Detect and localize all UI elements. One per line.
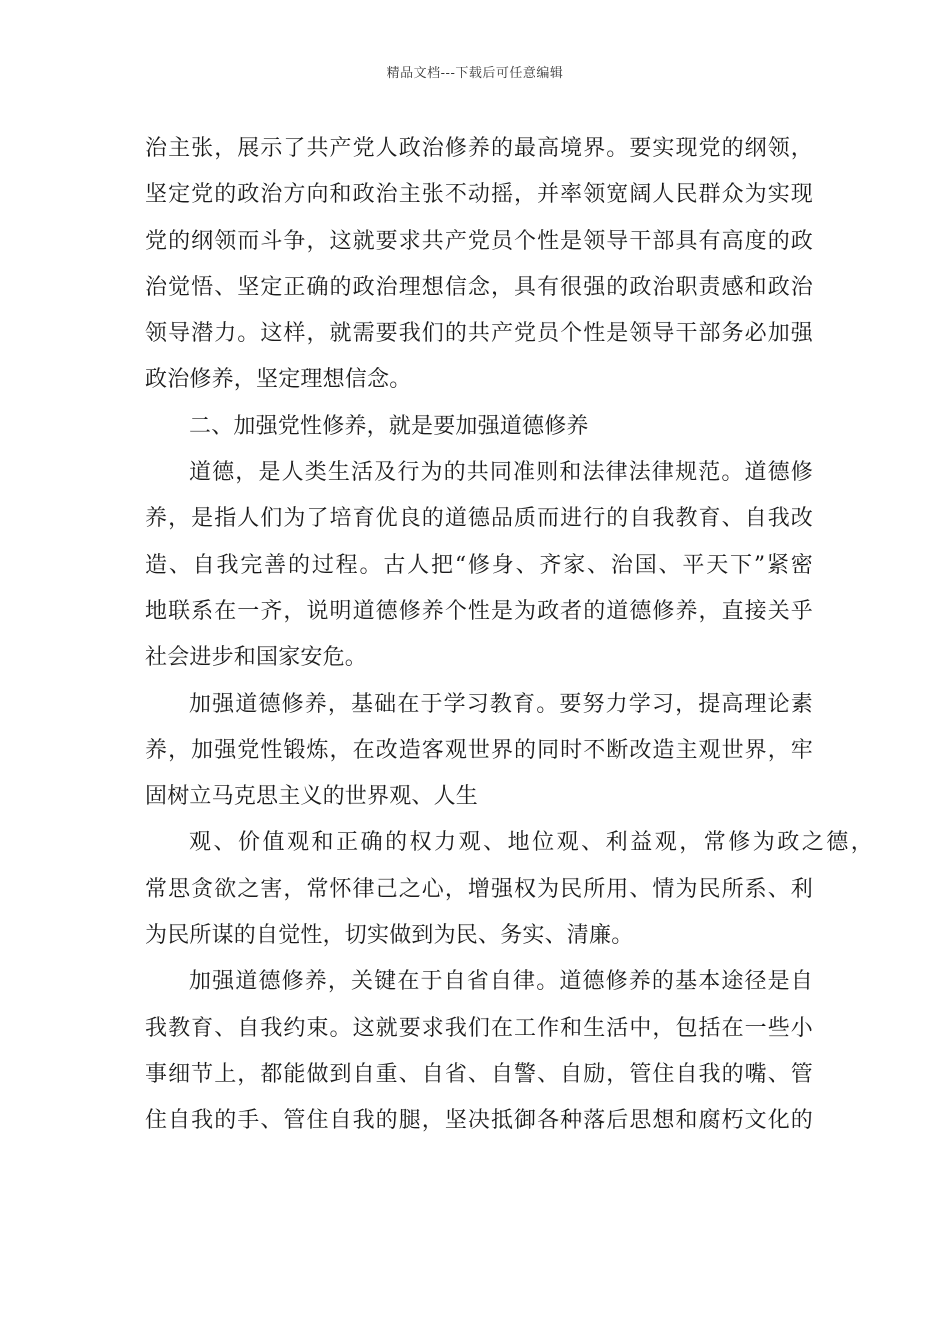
text-line: 加强道德修养，关键在于自省自律。道德修养的基本途径是自	[189, 969, 813, 995]
paragraph-2	[145, 450, 813, 681]
text-line: 住自我的手、管住自我的腿，坚决抵御各种落后思想和腐朽文化的	[145, 1108, 813, 1134]
text-line: 地联系在一齐，说明道德修养个性是为政者的道德修养，直接关乎	[145, 598, 813, 624]
text-line: 坚定党的政治方向和政治主张不动摇，并率领宽阔人民群众为实现	[145, 182, 813, 208]
section-heading	[145, 404, 813, 450]
text-line: 治觉悟、坚定正确的政治理想信念，具有很强的政治职责感和政治	[145, 274, 813, 300]
text-line: 社会进步和国家安危。	[145, 645, 368, 671]
text-line: 固树立马克思主义的世界观、人生	[145, 784, 479, 810]
page-header: 精品文档---下载后可任意编辑	[386, 66, 564, 81]
text-line: 养，是指人们为了培育优良的道德品质而进行的自我教育、自我改	[145, 506, 813, 532]
paragraph-1	[145, 126, 813, 404]
text-line: 观、价值观和正确的权力观、地位观、利益观，常修为政之德，	[189, 830, 873, 856]
paragraph-4	[145, 820, 873, 959]
text-line: 为民所谋的自觉性，切实做到为民、务实、清廉。	[145, 923, 634, 949]
text-line: 道德，是人类生活及行为的共同准则和法律法律规范。道德修	[189, 460, 813, 486]
paragraph-3	[145, 682, 813, 821]
text-line: 政治修养，坚定理想信念。	[145, 367, 412, 393]
text-line: 加强道德修养，基础在于学习教育。要努力学习，提高理论素	[189, 691, 813, 717]
text-line: 党的纲领而斗争，这就要求共产党员个性是领导干部具有高度的政	[145, 228, 813, 254]
text-line: 养，加强党性锻炼，在改造客观世界的同时不断改造主观世界，牢	[145, 737, 813, 763]
text-line: 常思贪欲之害，常怀律己之心，增强权为民所用、情为民所系、利	[145, 876, 813, 902]
heading-line: 二、加强党性修养，就是要加强道德修养	[189, 413, 589, 439]
text-line: 领导潜力。这样，就需要我们的共产党员个性是领导干部务必加强	[145, 321, 813, 347]
paragraph-5	[145, 959, 813, 1144]
text-line: 事细节上，都能做到自重、自省、自警、自励，管住自我的嘴、管	[145, 1061, 813, 1087]
text-line: 我教育、自我约束。这就要求我们在工作和生活中，包括在一些小	[145, 1015, 813, 1041]
document-body	[145, 126, 873, 1145]
text-line: 治主张，展示了共产党人政治修养的最高境界。要实现党的纲领，	[145, 136, 813, 161]
text-line: 造、自我完善的过程。古人把“修身、齐家、治国、平天下”紧密	[145, 552, 813, 578]
